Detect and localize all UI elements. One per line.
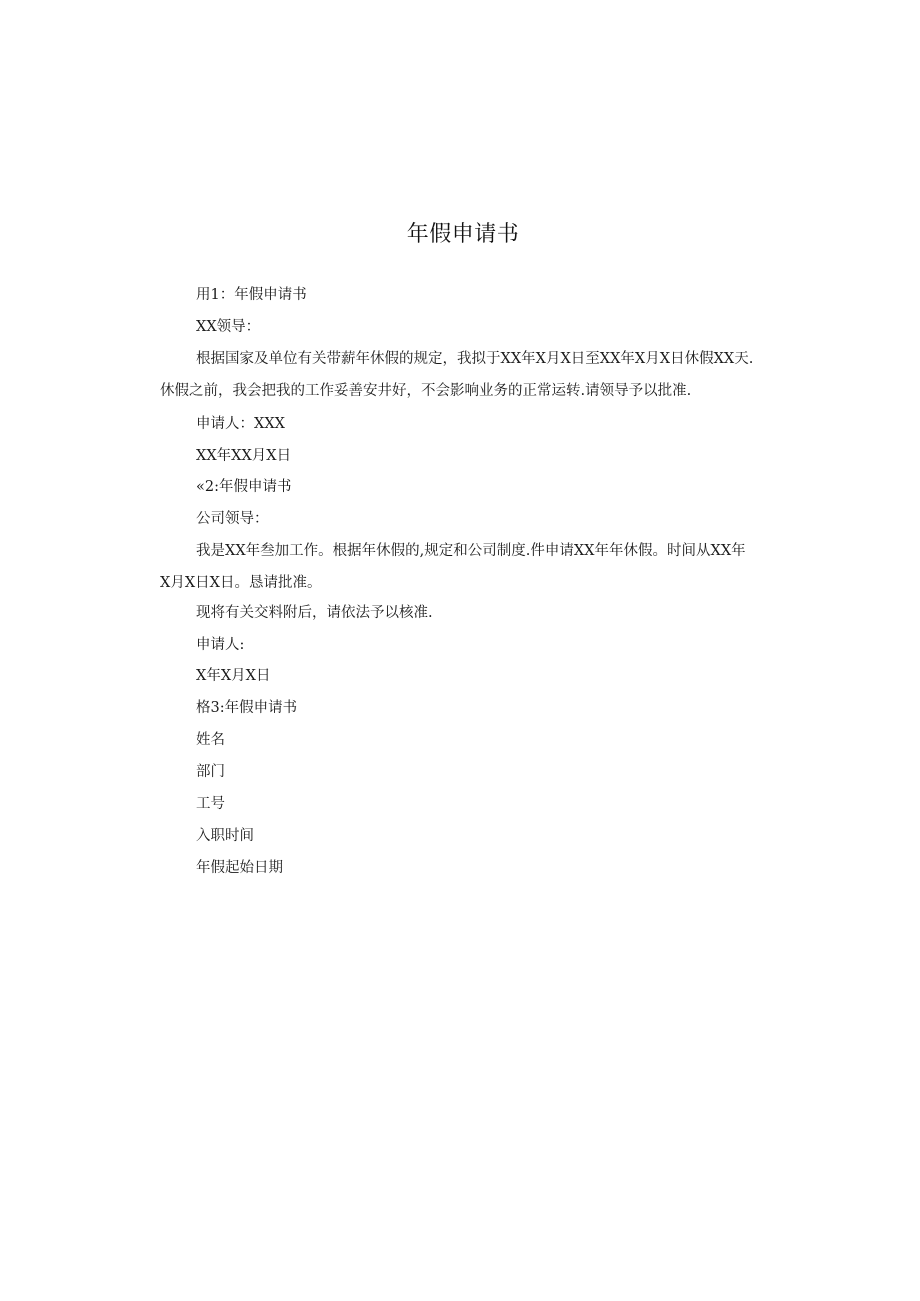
sample2-body	[160, 535, 770, 599]
sample1-heading: 用1：年假申请书	[196, 287, 307, 303]
sample1-body	[160, 343, 770, 407]
sample3-field-department: 部门	[196, 764, 225, 780]
sample1-applicant: 申请人：XXX	[196, 416, 285, 432]
sample1-body-line2: 休假之前，我会把我的工作妥善安井好，不会影响业务的正常运转.请领导予以批准.	[160, 383, 692, 399]
sample3-field-leave-start-date: 年假起始日期	[196, 860, 283, 876]
sample1-salutation: XX领导：	[196, 319, 261, 335]
sample2-heading: «2:年假申请书	[196, 479, 292, 495]
sample1-date: XX年XX月X日	[196, 448, 292, 464]
sample2-body-line1: 我是XX年叁加工作。根据年休假的,规定和公司制度.件申请XX年年休假。时间从XX年	[196, 543, 746, 559]
sample2-applicant: 申请人:	[196, 637, 245, 653]
sample3-field-hire-date: 入职时间	[196, 828, 254, 844]
sample3-heading: 格3:年假申请书	[196, 700, 298, 716]
sample3-field-employee-id: 工号	[196, 796, 225, 812]
sample1-body-line1: 根据国家及单位有关带薪年休假的规定，我拟于XX年X月X日至XX年X月X日休假XX天.	[196, 351, 754, 367]
document-title: 年假申请书	[406, 222, 520, 247]
sample2-salutation: 公司领导：	[196, 511, 269, 527]
sample2-body-line2: X月X日X日。恳请批准。	[160, 575, 322, 591]
sample3-field-name: 姓名	[196, 732, 225, 748]
sample2-body-para2: 现将有关交料附后，请依法予以核准.	[196, 605, 433, 621]
sample2-date: X年X月X日	[196, 668, 271, 684]
